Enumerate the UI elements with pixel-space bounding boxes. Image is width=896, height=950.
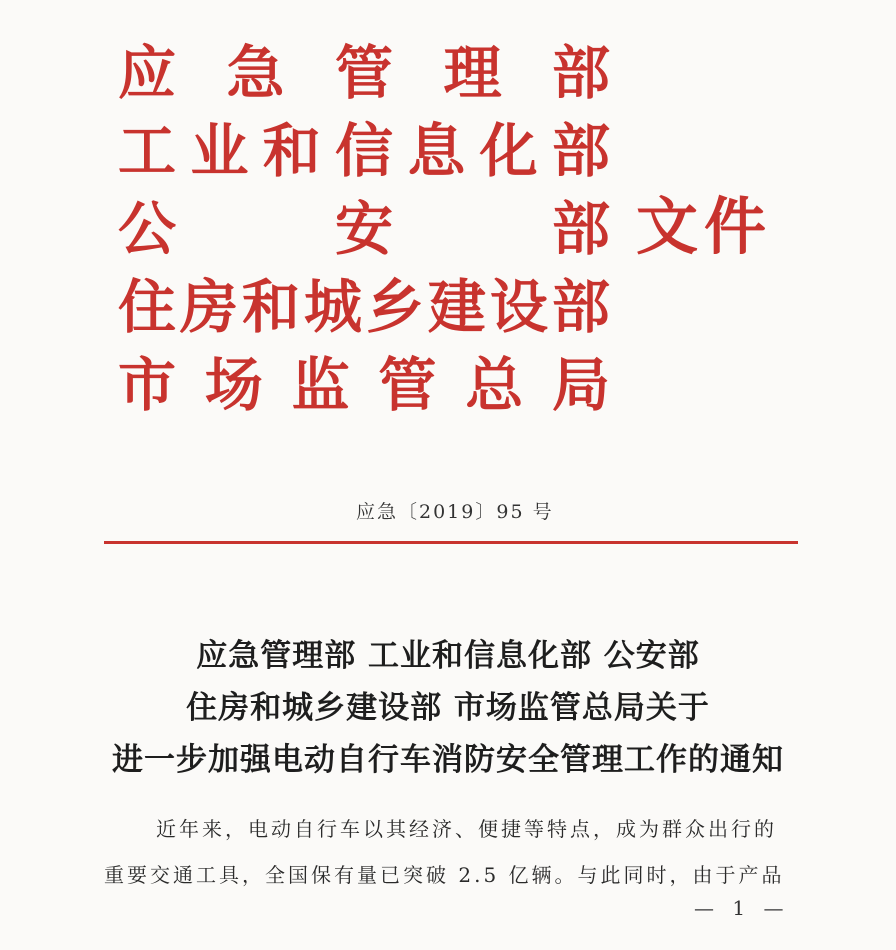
notice-title <box>0 630 896 786</box>
issuer-char: 房 <box>179 273 238 341</box>
issuer-char: 工 <box>118 117 177 185</box>
issuer-row <box>118 34 610 112</box>
issuer-char: 化 <box>479 117 538 185</box>
body-paragraph <box>104 806 804 898</box>
issuer-row <box>118 268 610 346</box>
issuer-char: 和 <box>262 117 321 185</box>
issuer-char: 业 <box>190 117 249 185</box>
title-line: 应急管理部 工业和信息化部 公安部 <box>196 638 700 674</box>
issuer-row <box>118 190 610 268</box>
issuer-char: 城 <box>303 273 362 341</box>
issuer-char: 部 <box>551 195 610 263</box>
issuer-char: 管 <box>378 351 437 419</box>
issuer-char: 场 <box>204 351 263 419</box>
issuer-char: 理 <box>443 39 502 107</box>
issuer-char: 部 <box>551 273 610 341</box>
issuer-row <box>118 346 610 424</box>
issuer-row <box>118 112 610 190</box>
issuer-char: 管 <box>334 39 393 107</box>
body-line: 近年来，电动自行车以其经济、便捷等特点，成为群众出行的 <box>156 817 777 841</box>
issuer-char: 部 <box>551 39 610 107</box>
document-label: 文件 <box>636 190 773 263</box>
issuer-char: 公 <box>118 195 177 263</box>
title-line: 住房和城乡建设部 市场监管总局关于 <box>186 690 710 726</box>
red-separator-line <box>104 541 798 544</box>
body-line: 重要交通工具，全国保有量已突破 2.5 亿辆。与此同时，由于产品 <box>104 863 785 887</box>
title-line: 进一步加强电动自行车消防安全管理工作的通知 <box>112 742 784 778</box>
issuing-authorities <box>118 34 610 424</box>
page-number: — 1 — <box>694 896 790 920</box>
issuer-char: 监 <box>291 351 350 419</box>
issuer-char: 住 <box>118 273 177 341</box>
issuer-char: 急 <box>226 39 285 107</box>
issuer-char: 市 <box>118 351 177 419</box>
issuer-char: 息 <box>407 117 466 185</box>
issuer-char: 应 <box>118 39 177 107</box>
issuer-char: 设 <box>489 273 548 341</box>
issuer-char: 建 <box>427 273 486 341</box>
issuer-char: 部 <box>551 117 610 185</box>
issuer-char: 和 <box>241 273 300 341</box>
issuer-char: 乡 <box>365 273 424 341</box>
document-number: 应急〔2019〕95 号 <box>356 501 554 523</box>
issuer-char: 总 <box>465 351 524 419</box>
issuer-char: 安 <box>334 195 393 263</box>
issuer-char: 局 <box>551 351 610 419</box>
issuer-char: 信 <box>334 117 393 185</box>
